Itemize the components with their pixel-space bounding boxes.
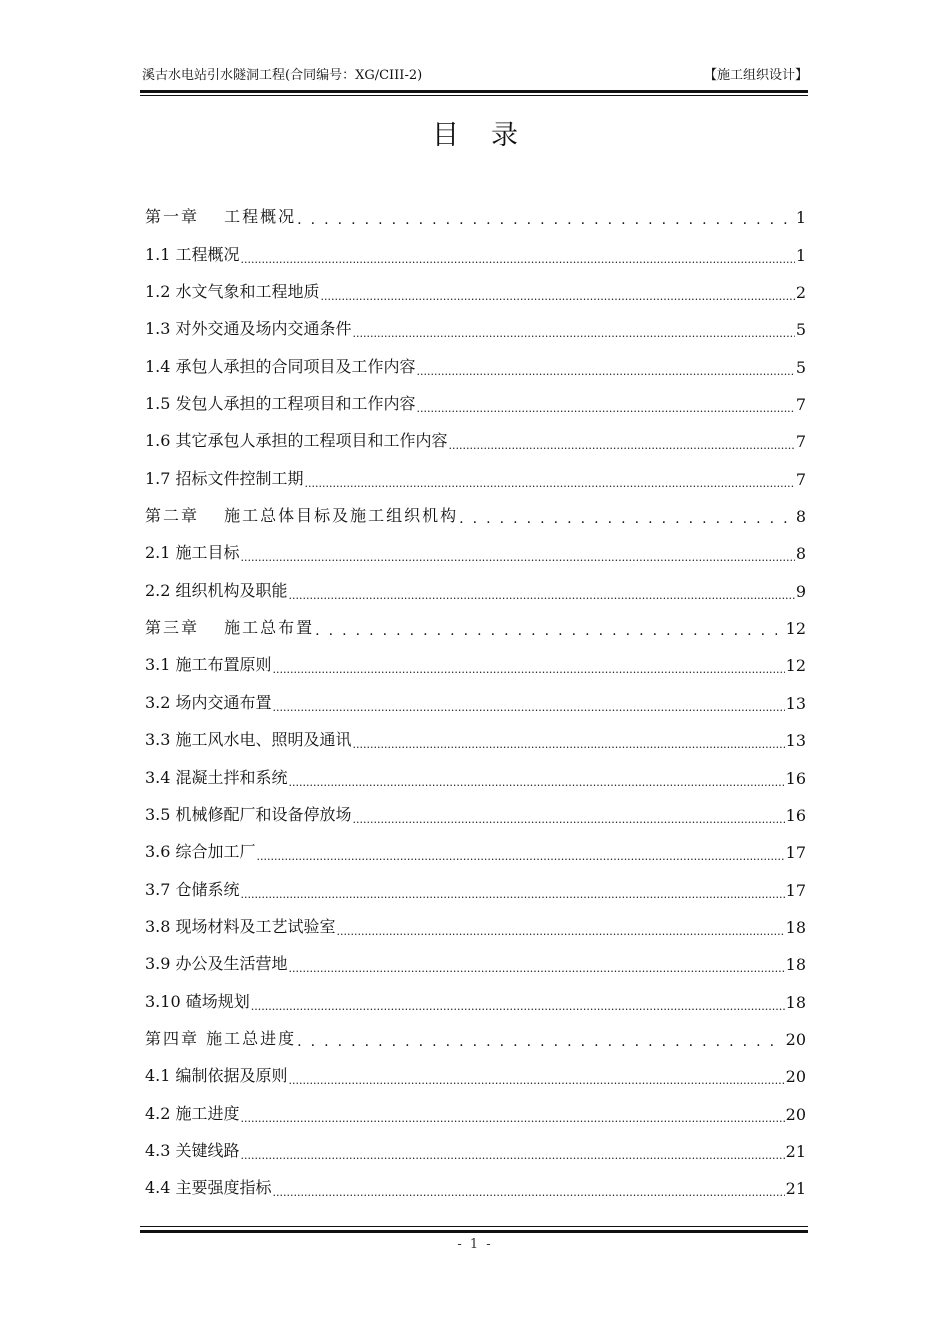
toc-section-entry[interactable] [145,906,806,943]
toc-entry-label: 3.1 施工布置原则 [145,655,272,675]
toc-entry-label: 1.7 招标文件控制工期 [145,468,304,488]
page-header [142,66,808,86]
header-rule-thin [140,95,808,96]
toc-entry-label: 1.5 发包人承担的工程项目和工作内容 [145,394,416,414]
toc-section-entry[interactable] [145,532,806,569]
toc-section-entry[interactable] [145,756,806,793]
toc-dot-leader [241,1108,785,1124]
toc-section-entry[interactable] [145,345,806,382]
toc-section-entry[interactable] [145,943,806,980]
toc-dot-leader [353,734,785,750]
toc-entry-label: 4.4 主要强度指标 [145,1178,272,1198]
page-number: - 1 - [457,1237,493,1252]
toc-section-entry[interactable] [145,644,806,681]
toc-chapter-entry[interactable] [145,495,806,532]
toc-entry-label: 3.6 综合加工厂 [145,842,256,862]
toc-entry-page: 5 [795,320,806,340]
toc-entry-page: 18 [785,955,806,975]
toc-section-entry[interactable] [145,271,806,308]
toc-dot-leader [353,809,785,825]
toc-entry-label: 3.8 现场材料及工艺试验室 [145,916,336,936]
toc-dot-leader [449,435,795,451]
toc-entry-label: 1.2 水文气象和工程地质 [145,282,320,302]
toc-chapter-entry[interactable] [145,1018,806,1055]
toc-entry-label: 第一章 工程概况 [145,207,297,227]
toc-section-entry[interactable] [145,233,806,270]
toc-section-entry[interactable] [145,1092,806,1129]
toc-entry-label: 1.3 对外交通及场内交通条件 [145,319,352,339]
toc-dot-leader [315,622,777,638]
toc-entry-label: 3.3 施工风水电、照明及通讯 [145,730,352,750]
toc-entry-label: 3.5 机械修配厂和设备停放场 [145,804,352,824]
toc-entry-page: 1 [795,208,806,228]
toc-section-entry[interactable] [145,457,806,494]
header-project-title: 溪古水电站引水隧洞工程(合同编号：XG/CIII-2) [142,68,423,83]
toc-section-entry[interactable] [145,308,806,345]
toc-entry-page: 13 [785,731,806,751]
toc-entry-page: 18 [785,917,806,937]
toc-chapter-entry[interactable] [145,607,806,644]
toc-section-entry[interactable] [145,868,806,905]
toc-section-entry[interactable] [145,1055,806,1092]
toc-entry-label: 3.10 碴场规划 [145,991,250,1011]
toc-dot-leader [289,585,795,601]
toc-dot-leader [241,1145,785,1161]
toc-entry-label: 4.2 施工进度 [145,1103,240,1123]
toc-dot-leader [241,547,795,563]
footer-rule-thin [140,1226,808,1227]
toc-entry-label: 1.6 其它承包人承担的工程项目和工作内容 [145,431,448,451]
toc-section-entry[interactable] [145,681,806,718]
toc-section-entry[interactable] [145,719,806,756]
toc-entry-label: 第三章 施工总布置 [145,618,315,638]
toc-section-entry[interactable] [145,1167,806,1204]
toc-dot-leader [353,323,795,339]
toc-dot-leader [241,884,785,900]
header-document-type: 【施工组织设计】 [703,68,808,83]
page-title: 目录 [432,120,550,151]
toc-entry-label: 第二章 施工总体目标及施工组织机构 [145,506,459,526]
toc-entry-page: 12 [785,656,806,676]
toc-entry-label: 3.9 办公及生活营地 [145,954,288,974]
toc-section-entry[interactable] [145,831,806,868]
toc-entry-page: 16 [785,805,806,825]
toc-dot-leader [337,921,785,937]
toc-entry-page: 21 [785,1179,806,1199]
toc-entry-page: 21 [785,1141,806,1161]
toc-entry-page: 5 [795,357,806,377]
toc-section-entry[interactable] [145,980,806,1017]
toc-entry-page: 13 [785,693,806,713]
toc-entry-label: 4.3 关键线路 [145,1140,240,1160]
toc-dot-leader [321,286,795,302]
toc-entry-page: 12 [785,619,806,639]
table-of-contents [145,196,806,1204]
toc-entry-label: 1.1 工程概况 [145,244,240,264]
toc-entry-page: 8 [795,544,806,564]
toc-dot-leader [289,1070,785,1086]
toc-entry-page: 17 [785,880,806,900]
toc-dot-leader [273,659,785,675]
toc-entry-page: 16 [785,768,806,788]
toc-section-entry[interactable] [145,569,806,606]
toc-entry-label: 2.2 组织机构及职能 [145,580,288,600]
toc-entry-page: 1 [795,245,806,265]
toc-entry-label: 3.2 场内交通布置 [145,692,272,712]
header-rule [140,90,808,93]
toc-entry-page: 8 [795,507,806,527]
toc-section-entry[interactable] [145,383,806,420]
toc-chapter-entry[interactable] [145,196,806,233]
toc-section-entry[interactable] [145,1130,806,1167]
toc-dot-leader [297,1033,777,1049]
toc-dot-leader [297,211,787,227]
footer-rule [140,1230,808,1233]
toc-entry-page: 9 [795,581,806,601]
toc-entry-page: 18 [785,992,806,1012]
toc-entry-label: 2.1 施工目标 [145,543,240,563]
toc-entry-page: 7 [795,469,806,489]
toc-entry-label: 1.4 承包人承担的合同项目及工作内容 [145,356,416,376]
toc-entry-page: 17 [785,843,806,863]
toc-dot-leader [273,697,785,713]
toc-section-entry[interactable] [145,794,806,831]
toc-dot-leader [417,361,795,377]
toc-dot-leader [459,510,787,526]
toc-entry-label: 第四章 施工总进度 [145,1028,297,1048]
toc-entry-page: 20 [785,1067,806,1087]
toc-dot-leader [417,398,795,414]
toc-dot-leader [305,473,795,489]
toc-entry-page: 7 [795,432,806,452]
toc-dot-leader [241,249,795,265]
toc-dot-leader [273,1182,785,1198]
toc-dot-leader [289,958,785,974]
toc-entry-label: 4.1 编制依据及原则 [145,1066,288,1086]
toc-entry-page: 2 [795,283,806,303]
toc-dot-leader [251,996,785,1012]
toc-entry-label: 3.4 混凝土拌和系统 [145,767,288,787]
toc-dot-leader [289,772,785,788]
toc-entry-page: 7 [795,395,806,415]
toc-dot-leader [257,846,785,862]
toc-entry-page: 20 [785,1104,806,1124]
toc-entry-label: 3.7 仓储系统 [145,879,240,899]
toc-entry-page: 20 [785,1029,806,1049]
toc-section-entry[interactable] [145,420,806,457]
